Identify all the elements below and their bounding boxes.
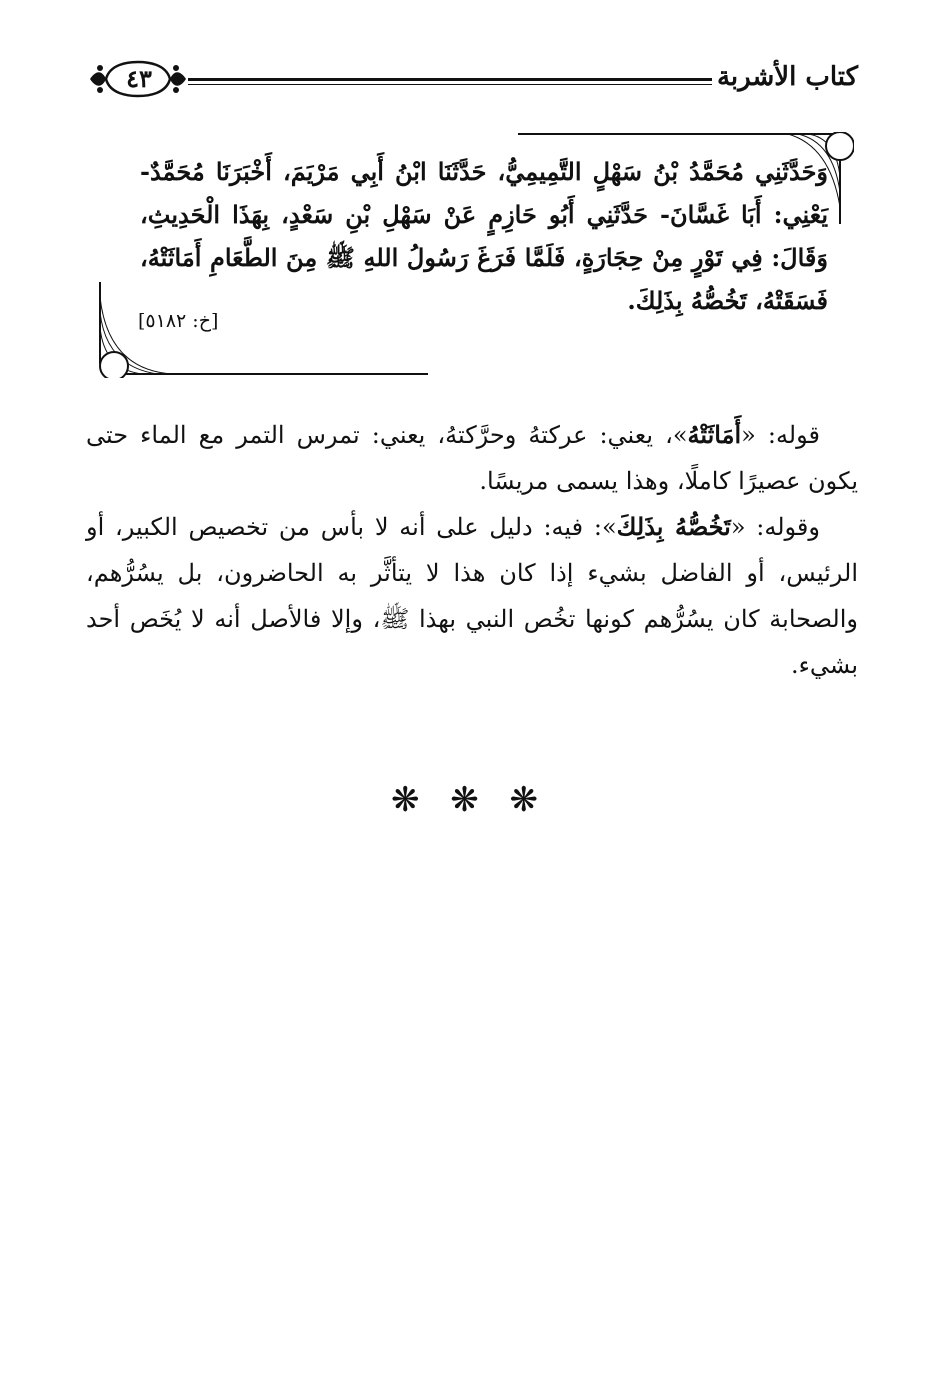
page-header [88,56,858,106]
commentary-paragraph-2 [86,504,858,688]
commentary-quote-prefix: وقوله: « [730,513,820,541]
commentary-quote-prefix: قوله: « [741,421,820,449]
commentary-explanation: »، يعني: عركتهُ وحرَّكتهُ، يعني: تمرس التمر مع الماء حتى يكون عصيرًا كاملًا، وهذا يسمى مريسًا. [86,421,858,495]
chapter-title: كتاب الأشربة [716,62,858,92]
hadith-box [98,132,854,378]
commentary-term: أَمَاثَتْهُ [687,420,742,449]
commentary-paragraph-1 [86,412,858,504]
commentary-explanation: »: فيه: دليل على أنه لا بأس من تخصيص الكبير، أو الرئيس، أو الفاضل بشيء إذا كان هذا لا يتأثَّر به الحاضرون، بل يسُرُّهم، والصحابة كان يسُرُّهم كونها تخُص النبي بهذا ﷺ، وإلا فالأصل أنه لا يُخَص أحد بشيء. [86,513,858,679]
header-rule [188,78,712,85]
hadith-reference: [خ: ٥١٨٢] [138,310,219,332]
commentary-term: تَخُصُّهُ بِذَلِكَ [616,512,731,541]
section-separator: ❋ ❋ ❋ [390,780,549,820]
hadith-text: وَحَدَّثَنِي مُحَمَّدُ بْنُ سَهْلٍ التَّمِيمِيُّ، حَدَّثَنَا ابْنُ أَبِي مَرْيَمَ، أَخْبَرَنَا مُحَمَّدٌ- يَعْنِي: أَبَا غَسَّانَ- حَدَّثَنِي أَبُو حَازِمٍ عَنْ سَهْلِ بْنِ سَعْدٍ، بِهَذَا الْحَدِيثِ، وَقَالَ: فِي تَوْرٍ مِنْ حِجَارَةٍ، فَلَمَّا فَرَغَ رَسُولُ اللهِ ﷺ مِنَ الطَّعَامِ أَمَاثَتْهُ، فَسَقَتْهُ، تَخُصُّهُ بِذَلِكَ. [140,157,828,315]
page-number: ٤٣ [126,64,152,93]
commentary [86,412,858,688]
